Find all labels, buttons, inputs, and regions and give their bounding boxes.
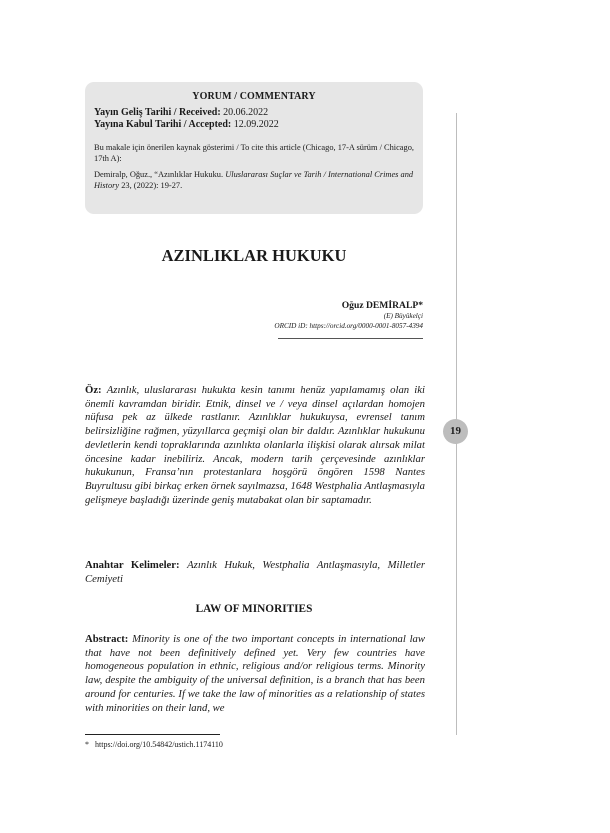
- abstract-tr-text: Azınlık, uluslararası hukukta kesin tanımı henüz yapılamamış olan iki önemli kavramdan biridir. Etnik, dinsel ve / veya dinsel açılardan homojen nüfusa pek az ülkede rastlanır. Azınlıklar hukukuysa, evrensel tanım belirsizliğine rağmen, yüzyıllarca geçmişi olan bir daldır. Azınlıklar hukukunu devletlerin kendi topraklarında azınlıkta olanlarla ilişkisi olarak alırsak milat öncesine kadar inebiliriz. Ancak, modern tarih çerçevesinde azınlıklar hukukunun, Fransa’nın protestanlara hoşgörü öngören 1598 Nantes Buyrultusu gibi birkaç erken örnek sayılmazsa, 1648 Westphalia Antlaşmasıyla gelişmeye başladığı üzerinde geniş mutabakat olan bir saptamadır.: [85, 384, 425, 506]
- cite-note: Bu makale için önerilen kaynak gösterimi / To cite this article (Chicago, 17-A sürüm / Chicago, 17th A):: [94, 143, 414, 163]
- article-title: AZINLIKLAR HUKUKU: [161, 246, 347, 265]
- footnote: [85, 740, 223, 749]
- abstract-en-text: Minority is one of the two important concepts in international law that have not been definitively defined yet. Very few countries have homogeneous population in ethnic, religious and/or religious terms. Minority law, despite the ambiguity of the universal definition, is a branch that has been around for centuries. If we take the law of minorities as a relationship of states with minorities on their land, we: [85, 633, 426, 714]
- author-divider: [278, 338, 423, 339]
- footnote-marker: *: [85, 740, 89, 749]
- citation-part-2: 23, (2022): 19-27.: [121, 181, 183, 190]
- keywords-tr-label: Anahtar Kelimeler:: [85, 559, 180, 571]
- keywords-turkish: [85, 559, 425, 586]
- citation-journal: Uluslararası Suçlar ve Tarih / International Crimes and History: [94, 170, 414, 190]
- author-name: Oğuz DEMİRALP*: [341, 300, 423, 311]
- english-title: LAW OF MINORITIES: [195, 603, 313, 615]
- citation-part-1: Demiralp, Oğuz., “Azınlıklar Hukuku.: [94, 170, 224, 179]
- accepted-value: 12.09.2022: [233, 119, 279, 130]
- page-number-badge: 19: [443, 419, 468, 444]
- footnote-doi[interactable]: https://doi.org/10.54842/ustich.1174110: [95, 740, 223, 749]
- received-value: 20.06.2022: [223, 107, 269, 118]
- abstract-en-label: Abstract:: [85, 633, 129, 645]
- keywords-tr-text: Azınlık Hukuk, Westphalia Antlaşmasıyla, Milletler Cemiyeti: [85, 559, 426, 585]
- abstract-turkish: [85, 384, 425, 507]
- received-label: Yayın Geliş Tarihi / Received:: [94, 107, 221, 118]
- accepted-date: [94, 119, 414, 130]
- abstract-tr-label: Öz:: [85, 384, 102, 396]
- author-position: (E) Büyükelçi: [383, 312, 423, 320]
- citation: [94, 169, 414, 191]
- article-type-heading: YORUM / COMMENTARY: [192, 91, 316, 102]
- author-orcid: ORCID iD: https://orcid.org/0000-0001-8057-4394: [274, 322, 423, 330]
- received-date: [94, 107, 414, 118]
- accepted-label: Yayına Kabul Tarihi / Accepted:: [94, 119, 232, 130]
- abstract-english: [85, 633, 425, 715]
- article-info-box: [85, 82, 423, 214]
- author-block: [274, 300, 423, 331]
- footnote-divider: [85, 734, 220, 735]
